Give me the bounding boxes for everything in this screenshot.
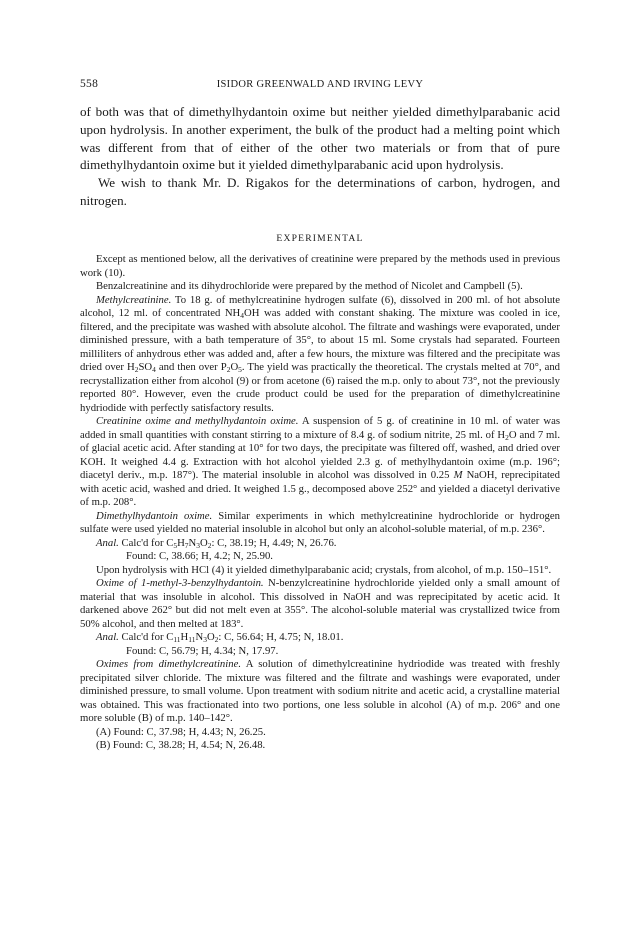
analysis-found-b: (B) Found: C, 38.28; H, 4.54; N, 26.48.	[96, 739, 266, 751]
methylcreatinine-paragraph: Methylcreatinine. To 18 g. of methylcreatinine hydrogen sulfate (6), dissolved in 200 ml. of hot absolute alcohol, 12 ml. of concentrated $NH_4OH$ was added with constant shaking. The mixture was cooled in ice, filtered, and the precipitate was washed with absolute alcohol. The filtrate and washings were evaporated, under diminished pressure, with a bath temperature of 35°, to about 15 ml. Some crystals had separated. Fourteen milliliters of anhydrous ether was added and, after a few hours, the mixture was filtered and the precipitate was dried over $H_2SO_4$ and then over $P_2O_5$. The yield was practically the theoretical. The crystals melted at 70°, and recrystallization either from alcohol (9) or from acetone (6) raised the m.p. only to about 73°, not the previously reported 80°. However, even the crude product could be used for the preparation of dimethylcreatinine hydriodide with perfectly satisfactory results.	[80, 293, 561, 414]
dimethylcreatinine-oximes-heading: Oximes from dimethylcreatinine.	[96, 658, 241, 670]
intro-text	[80, 103, 560, 210]
hydrolysis-paragraph: Upon hydrolysis with HCl (4) it yielded dimethylparabanic acid; crystals, from alcohol, of m.p. 150–151°.	[96, 563, 552, 576]
analysis-found-2: Found: C, 56.79; H, 4.34; N, 17.97.	[126, 644, 279, 657]
analysis-calculated-1: Anal. Calc'd for $C_5H_7N_3O_2$: C, 38.19; H, 4.49; N, 26.76.	[96, 536, 337, 550]
creatinine-oxime-heading: Creatinine oxime and methylhydantoin oxime.	[96, 415, 299, 427]
exp-paragraph-1: Except as mentioned below, all the derivatives of creatinine were prepared by the methods used in previous work (10).	[80, 253, 560, 279]
intro-paragraph-1: of both was that of dimethylhydantoin oxime but neither yielded dimethylparabanic acid upon hydrolysis. In another experiment, the bulk of the product had a melting point which was different from that of either of the other two materials or from that of pure dimethylhydantoin oxime but it yielded dimethylparabanic acid upon hydrolysis.	[80, 104, 560, 173]
dimethylhydantoin-oxime-heading: Dimethylhydantoin oxime.	[96, 509, 213, 522]
running-head: ISIDOR GREENWALD AND IRVING LEVY	[216, 79, 424, 90]
acknowledgement-paragraph: We wish to thank Mr. D. Rigakos for the determinations of carbon, hydrogen, and nitrogen.	[80, 175, 560, 208]
analysis-found-a: (A) Found: C, 37.98; H, 4.43; N, 26.25.	[96, 725, 266, 738]
section-title: EXPERIMENTAL	[276, 233, 364, 244]
creatinine-oxime-paragraph: Creatinine oxime and methylhydantoin oxime. A suspension of 5 g. of creatinine in 10 ml. of water was added in small quantities with constant stirring to a mixture of 8.4 g. of sodium nitrite, 25 ml. of $H_2O$ and 7 ml. of glacial acetic acid. After standing at 10° for two days, the precipitate was filtered off, washed, and dried over KOH. It weighed 4.4 g. Extraction with hot alcohol yielded 2.3 g. of methylhydantoin oxime (m.p. 196°; diacetyl deriv., m.p. 187°). The material insoluble in alcohol was dissolved in 0.25 M NaOH, reprecipitated with acetic acid, washed and dried. It weighed 1.5 g., decomposed above 252° and yielded a diacetyl derivative of m.p. 208°.	[80, 415, 561, 508]
dimethylcreatinine-oximes-paragraph: Oximes from dimethylcreatinine. A solution of dimethylcreatinine hydriodide was treated with freshly precipitated silver chloride. The mixture was filtered and the filtrate and washings were evaporated, under diminished pressure, to small volume. Upon treatment with sodium nitrite and acetic acid, a crystalline material was obtained. This was fractionated into two portions, one less soluble in alcohol (A) of m.p. 206° and one more soluble (B) of m.p. 140–142°.	[80, 658, 560, 724]
exp-paragraph-2: Benzalcreatinine and its dihydrochloride were prepared by the method of Nicolet and Campbell (5).	[96, 280, 523, 292]
analysis-found-1: Found: C, 38.66; H, 4.2; N, 25.90.	[126, 550, 273, 562]
methylcreatinine-heading: Methylcreatinine.	[96, 293, 172, 306]
dimethylhydantoin-oxime-paragraph: Dimethylhydantoin oxime. Similar experiments in which methylcreatinine hydrochloride or hydrogen sulfate were used yielded no material insoluble in alcohol but only an alcohol-soluble material, of m.p. 236°.	[80, 509, 560, 535]
analysis-calculated-2: Anal. Calc'd for $C_{11}H_{11}N_3O_2$: C, 56.64; H, 4.75; N, 18.01.	[96, 631, 344, 644]
experimental-body	[80, 253, 560, 753]
benzylhydantoin-oxime-paragraph: Oxime of 1-methyl-3-benzylhydantoin. N-benzylcreatinine hydrochloride yielded only a small amount of material that was insoluble in alcohol. This dissolved in NaOH and was reprecipitated by acetic acid. It darkened above 262° but did not melt even at 355°. The alcohol-soluble material was crystallized twice from 50% alcohol, and then melted at 183°.	[80, 577, 560, 630]
page-header	[80, 78, 560, 92]
page-number: 558	[80, 78, 99, 90]
benzylhydantoin-oxime-heading: Oxime of 1-methyl-3-benzylhydantoin.	[96, 577, 264, 589]
